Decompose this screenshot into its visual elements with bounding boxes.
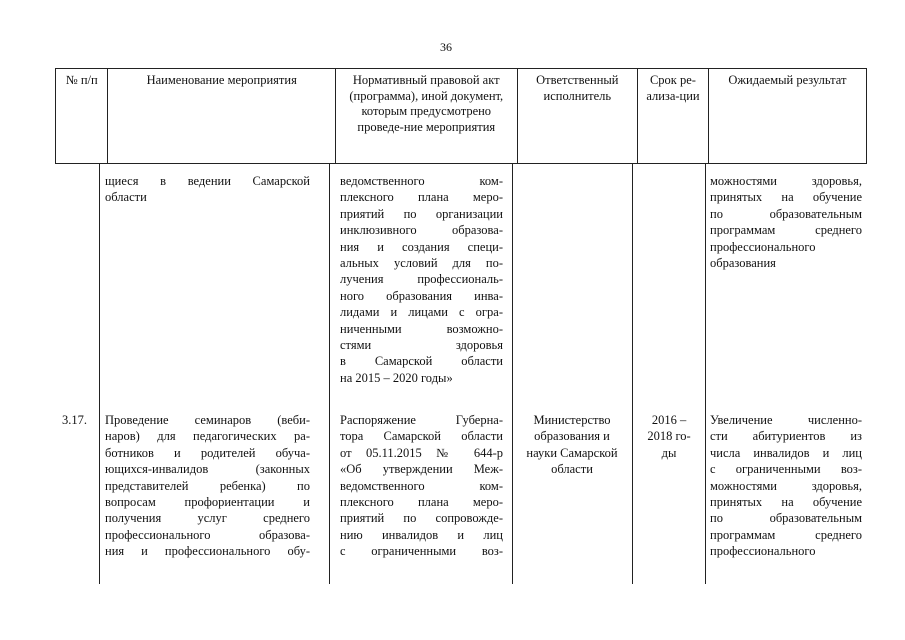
continuation-act-line: на 2015 – 2020 годы» (340, 370, 453, 385)
row-name-line: ния и профессионального обу- (105, 544, 310, 559)
continuation-act-line: в Самарской области (340, 354, 503, 369)
row-act-line: «Об утверждении Меж- (340, 462, 503, 477)
row-responsible-cell (515, 412, 629, 478)
header-term: Срок ре-ализа-ции (638, 69, 709, 164)
row-act-line: ведомственного ком- (340, 478, 503, 493)
row-result-line: Увеличение численно- (710, 413, 862, 427)
continuation-name-line: щиеся в ведении Самарской (105, 174, 310, 188)
row-act-line: приятий по сопровожде- (340, 511, 503, 526)
row-result-line: числа инвалидов и лиц (710, 445, 862, 460)
table-header (55, 68, 867, 164)
row-responsible-line: области (551, 462, 593, 477)
row-name-line: ботников и родителей обуча- (105, 445, 310, 460)
row-result-line: сти абитуриентов из (710, 429, 862, 444)
row-responsible-line: образования и (534, 429, 610, 444)
row-act-line: с ограниченными воз- (340, 544, 503, 559)
row-name-line: профессионального образова- (105, 527, 310, 542)
column-divider (99, 164, 100, 584)
row-name-line: представителей ребенка) по (105, 478, 310, 493)
header-responsible: Ответственный исполнитель (517, 69, 638, 164)
continuation-result-line: образования (710, 255, 776, 270)
continuation-act-line: лидами и лицами с огра- (340, 305, 503, 320)
row-name-line: получения услуг среднего (105, 511, 310, 526)
row-result-line: по образовательным (710, 511, 862, 526)
row-result-line: принятых на обучение (710, 494, 862, 509)
continuation-result-line: принятых на обучение (710, 190, 862, 205)
row-act-line: Распоряжение Губерна- (340, 413, 503, 427)
row-responsible-line: науки Самарской (526, 445, 618, 460)
row-responsible-line: Министерство (533, 413, 611, 427)
column-divider (632, 164, 633, 584)
continuation-act-line: ведомственного ком- (340, 174, 503, 188)
header-result: Ожидаемый результат (708, 69, 866, 164)
continuation-result-line: по образовательным (710, 206, 862, 221)
row-term-line: ды (661, 445, 677, 460)
page-number: 36 (440, 40, 452, 54)
continuation-act-line: стями здоровья (340, 337, 503, 352)
column-divider (705, 164, 706, 584)
header-num: № п/п (56, 69, 108, 164)
row-name-line: наров) для педагогических ра- (105, 429, 310, 444)
row-act-cell (340, 412, 503, 560)
row-name-line: вопросам профориентации и (105, 494, 310, 509)
continuation-act-line: ниченными возможно- (340, 321, 503, 336)
continuation-result-cell (710, 173, 862, 271)
row-result-line: с ограниченными воз- (710, 462, 862, 477)
continuation-act-cell (340, 173, 503, 386)
row-term-line: 2016 – (651, 413, 687, 427)
row-term-line: 2018 го- (647, 429, 691, 444)
row-act-line: от 05.11.2015 № 644-р (340, 445, 503, 460)
continuation-act-line: ного образования инва- (340, 288, 503, 303)
column-divider (329, 164, 330, 584)
row-result-cell (710, 412, 862, 560)
continuation-result-line: программам среднего (710, 223, 862, 238)
continuation-name-line: области (105, 190, 147, 205)
continuation-act-line: приятий по организации (340, 206, 503, 221)
row-term-cell (636, 412, 702, 461)
row-act-line: тора Самарской области (340, 429, 503, 444)
continuation-result-line: можностями здоровья, (710, 174, 862, 188)
row-name-cell (105, 412, 310, 560)
column-divider (512, 164, 513, 584)
row-name-line: Проведение семинаров (веби- (105, 413, 310, 427)
row-act-line: плексного плана меро- (340, 494, 503, 509)
header-act: Нормативный правовой акт (программа), иной документ, которым предусмотрено проведе-ние мероприятия (336, 69, 518, 164)
continuation-act-line: ния и создания специ- (340, 239, 503, 254)
continuation-act-line: лучения профессиональ- (340, 272, 503, 287)
row-number: 3.17. (62, 413, 87, 427)
row-name-line: ющихся-инвалидов (законных (105, 462, 310, 477)
continuation-act-line: плексного плана меро- (340, 190, 503, 205)
row-result-line: можностями здоровья, (710, 478, 862, 493)
continuation-act-line: инклюзивного образова- (340, 223, 503, 238)
row-result-line: программам среднего (710, 527, 862, 542)
continuation-act-line: альных условий для по- (340, 255, 503, 270)
row-result-line: профессионального (710, 544, 816, 559)
continuation-result-line: профессионального (710, 239, 816, 254)
row-act-line: нию инвалидов и лиц (340, 527, 503, 542)
continuation-name-cell (105, 173, 310, 206)
header-name: Наименование мероприятия (108, 69, 336, 164)
